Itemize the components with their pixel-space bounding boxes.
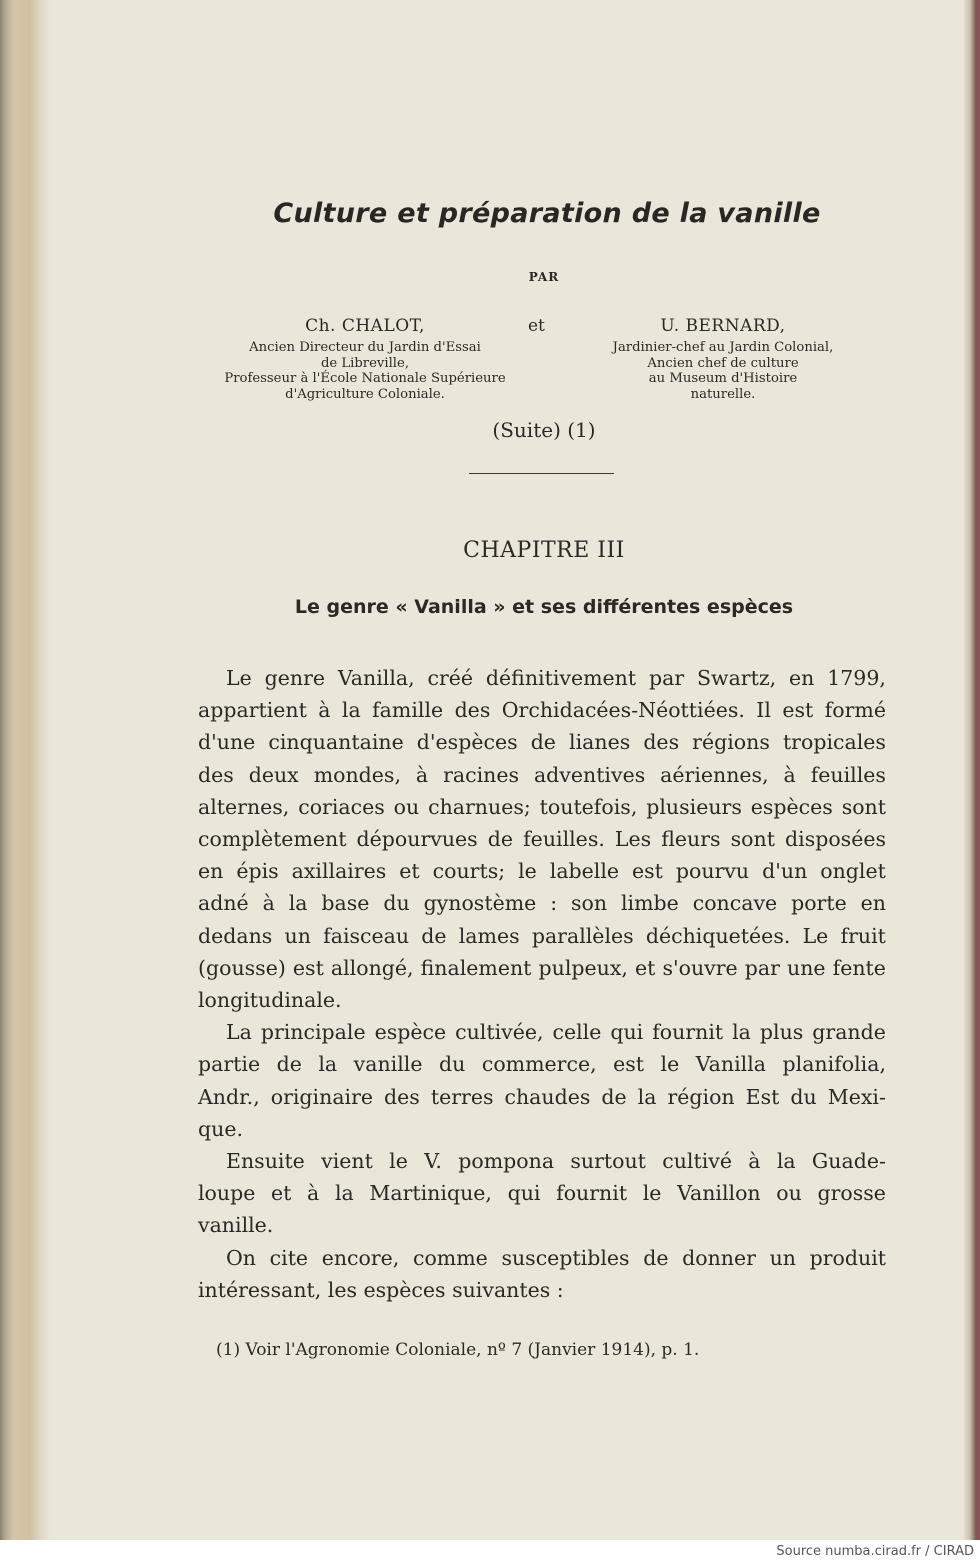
author-right-line: Jardinier-chef au Jardin Colonial, [612,340,834,355]
text-line: intéressant, les espèces suivantes : [198,1277,564,1302]
text-line: Le genre Vanilla, créé définitivement par Swartz, en 1799, [226,666,886,690]
text-line: Andr., originaire des terres chaudes de la région Est du Mexi- [198,1084,886,1109]
continuation-note: (Suite) (1) [492,418,596,442]
text-line: d'une cinquantaine d'espèces de lianes des régions tropicales [198,730,886,755]
author-right-line: au Museum d'Histoire [648,371,798,386]
text-line: en épis axillaires et courts; le labelle est pourvu d'un onglet [198,859,886,884]
text-line: (gousse) est allongé, finalement pulpeux, et s'ouvre par une fente [198,955,886,980]
article-title: Culture et préparation de la vanille [273,198,821,229]
author-right-description [583,340,863,402]
author-left-name: Ch. CHALOT, [305,316,425,336]
body-text [198,662,886,1306]
text-line: que. [198,1116,243,1141]
footnote: (1) Voir l'Agronomie Coloniale, nº 7 (Janvier 1914), p. 1. [216,1340,700,1360]
author-right-line: Ancien chef de culture [647,355,799,371]
and-label: et [528,316,545,336]
source-credit: Source numba.cirad.fr / CIRAD [776,1544,974,1559]
author-left-line: d'Agriculture Coloniale. [285,386,445,402]
text-line: adné à la base du gynostème : son limbe concave porte en [198,891,886,916]
page-right-edge [964,0,980,1540]
text-line: complètement dépourvues de feuilles. Les fleurs sont disposées [198,827,886,852]
text-line: dedans un faisceau de lames parallèles déchiquetées. Le fruit [198,923,886,948]
author-left-description [200,340,530,402]
author-right-line: naturelle. [690,386,756,402]
separator-rule [469,473,614,474]
chapter-subtitle: Le genre « Vanilla » et ses différentes espèces [294,596,794,618]
author-right [583,316,863,402]
text-line: des deux mondes, à racines adventives aériennes, à feuilles [198,762,886,787]
author-left-line: de Libreville, [320,355,410,371]
author-left-line: Ancien Directeur du Jardin d'Essai [249,340,481,355]
text-line: Ensuite vient le V. pompona surtout cultivé à la Guade- [226,1149,886,1174]
text-line: vanille. [198,1213,274,1238]
text-line: alternes, coriaces ou charnues; toutefois, plusieurs espèces sont [198,794,886,819]
text-line: partie de la vanille du commerce, est le Vanilla planifolia, [198,1052,886,1077]
by-label: PAR [528,270,560,284]
text-line: La principale espèce cultivée, celle qui fournit la plus grande [226,1020,886,1045]
book-spine-edge [0,0,50,1540]
author-left-line: Professeur à l'École Nationale Supérieure [224,371,506,386]
text-line: longitudinale. [198,988,342,1013]
text-line: On cite encore, comme susceptibles de donner un produit [226,1245,886,1270]
text-line: loupe et à la Martinique, qui fournit le Vanillon ou grosse [198,1181,886,1206]
chapter-heading: CHAPITRE III [463,538,625,563]
author-right-name: U. BERNARD, [660,316,786,336]
author-left [200,316,530,402]
text-line: appartient à la famille des Orchidacées-Néottiées. Il est formé [198,698,886,723]
